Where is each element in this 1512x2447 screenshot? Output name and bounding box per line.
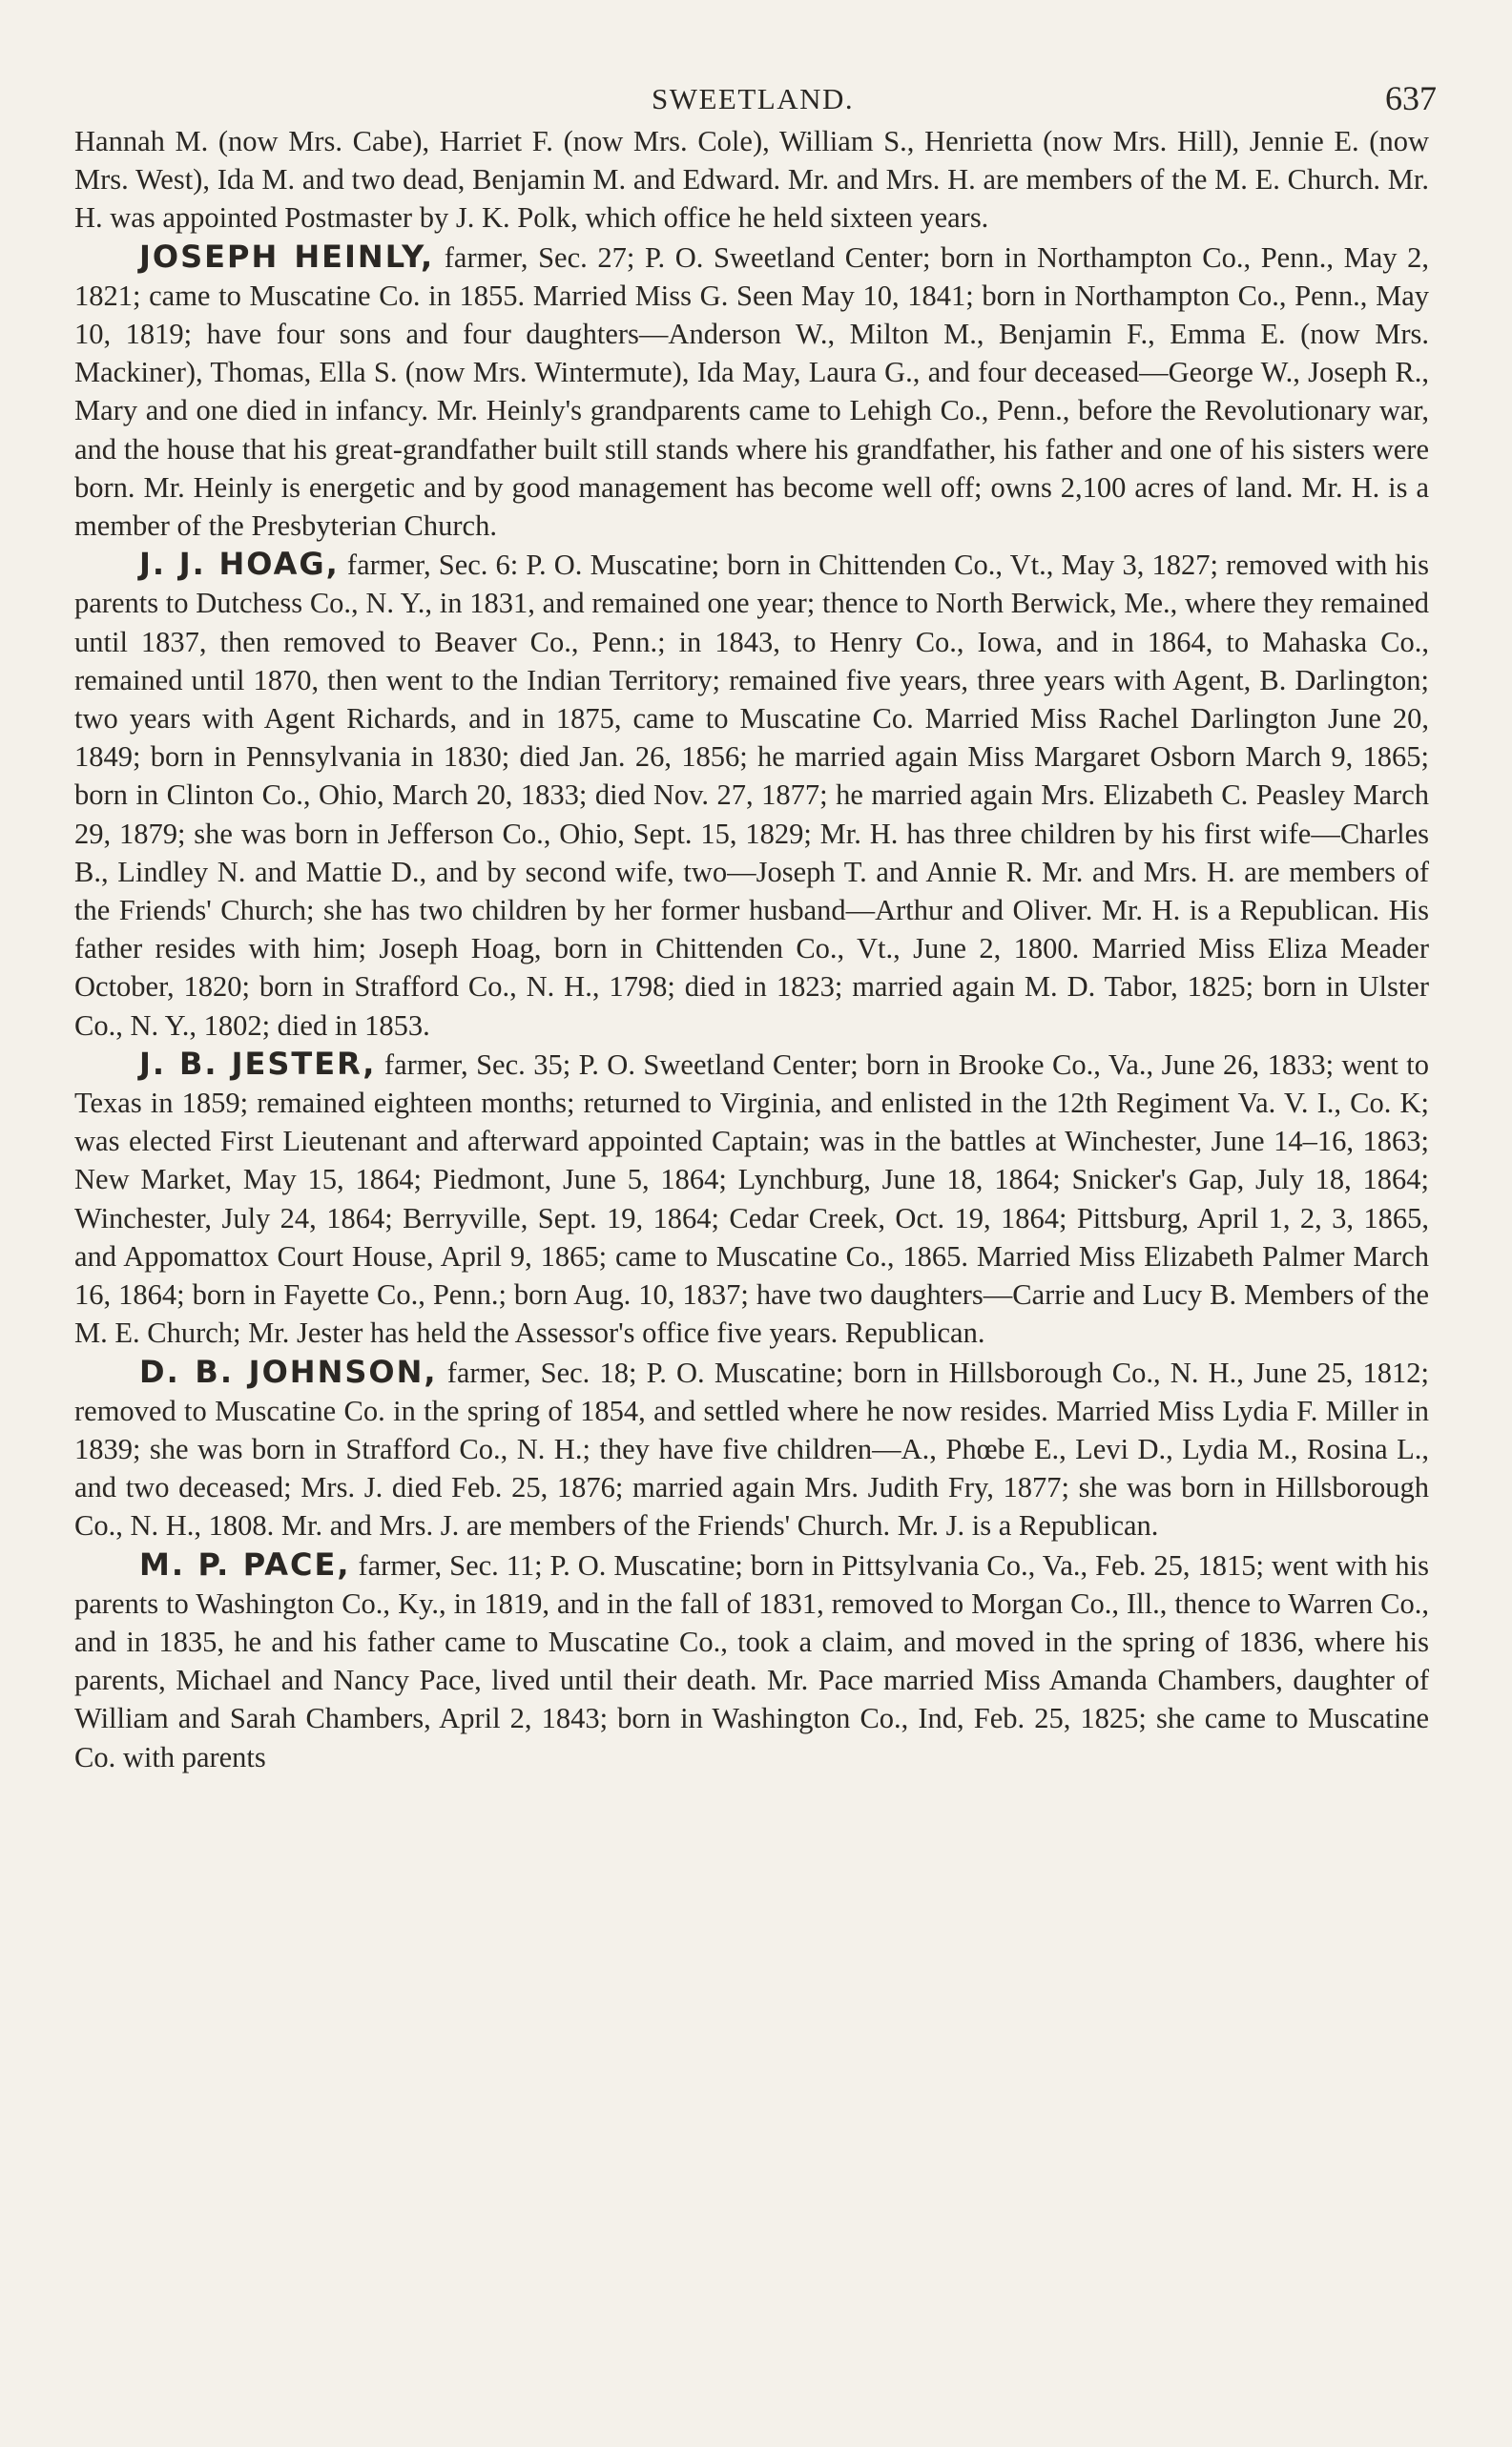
entry-name: J. J. HOAG, <box>139 546 340 583</box>
entry-text: farmer, Sec. 11; P. O. Muscatine; born in Pittsylvania Co., Va., Feb. 25, 1815; went with his parents to Washington Co., Ky., in 1819, and in the fall of 1831, removed to Morgan Co., Ill., thence to Warren Co., and in 1835, he and his father came to Muscatine Co., took a claim, and moved in the spring of 1836, where his parents, Michael and Nancy Pace, lived until their death. Mr. Pace married Miss Amanda Chambers, daughter of William and Sarah Chambers, April 2, 1843; born in Washington Co., Ind, Feb. 25, 1825; she came to Muscatine Co. with parents <box>74 1548 1430 1773</box>
entry-name: JOSEPH HEINLY, <box>139 238 435 275</box>
entry-text: farmer, Sec. 27; P. O. Sweetland Center; born in Northampton Co., Penn., May 2, 1821; came to Muscatine Co. in 1855. Married Miss G. Seen May 10, 1841; born in Northampton Co., Penn., May 10, 1819; have four sons and four daughters—Anderson W., Milton M., Benjamin F., Emma E. (now Mrs. Mackiner), Thomas, Ella S. (now Mrs. Wintermute), Ida May, Laura G., and four deceased—George W., Joseph R., Mary and one died in infancy. Mr. Heinly's grandparents came to Lehigh Co., Penn., before the Revolutionary war, and the house that his great-grandfather built still stands where his grandfather, his father and one of his sisters were born. Mr. Heinly is energetic and by good management has become well off; owns 2,100 acres of land. Mr. H. is a member of the Presbyterian Church. <box>74 240 1429 543</box>
page-number: 637 <box>1385 79 1437 117</box>
entry-name: D. B. JOHNSON, <box>139 1353 438 1390</box>
entry-text: farmer, Sec. 35; P. O. Sweetland Center; born in Brooke Co., Va., June 26, 1833; went to Texas in 1859; remained eighteen months; returned to Virginia, and enlisted in the 12th Regiment Va. V. I., Co. K; was elected First Lieutenant and afterward appointed Captain; was in the battles at Winchester, June 14–16, 1863; New Market, May 15, 1864; Piedmont, June 5, 1864; Lynchburg, June 18, 1864; Snicker's Gap, July 18, 1864; Winchester, July 24, 1864; Berryville, Sept. 19, 1864; Cedar Creek, Oct. 19, 1864; Pittsburg, April 1, 2, 3, 1865, and Appomattox Court House, April 9, 1865; came to Muscatine Co., 1865. Married Miss Elizabeth Palmer March 16, 1864; born in Fayette Co., Penn.; born Aug. 10, 1837; have two daughters—Carrie and Lucy B. Members of the M. E. Church; Mr. Jester has held the Assessor's office five years. Republican. <box>74 1047 1430 1350</box>
running-title: SWEETLAND. <box>652 82 855 115</box>
entry-name: J. B. JESTER, <box>139 1045 377 1082</box>
entry-text: Hannah M. (now Mrs. Cabe), Harriet F. (now Mrs. Cole), William S., Henrietta (now Mrs. Hill), Jennie E. (now Mrs. West), Ida M. and two dead, Benjamin M. and Edward. Mr. and Mrs. H. are members of the M. E. Church. Mr. H. was appointed Postmaster by J. K. Polk, which office he held sixteen years. <box>74 125 1429 235</box>
entry-continued <box>74 122 1429 238</box>
entry-m-p-pace <box>74 1545 1429 1776</box>
entry-d-b-johnson <box>74 1353 1429 1545</box>
entry-j-j-hoag <box>74 545 1429 1045</box>
entry-name: M. P. PACE, <box>139 1545 351 1583</box>
entry-joseph-heinly <box>74 238 1429 546</box>
running-header <box>74 78 1437 120</box>
book-page <box>74 78 1437 1776</box>
entry-text: farmer, Sec. 18; P. O. Muscatine; born in Hillsborough Co., N. H., June 25, 1812; removed to Muscatine Co. in the spring of 1854, and settled where he now resides. Married Miss Lydia F. Miller in 1839; she was born in Strafford Co., N. H.; they have five children—A., Phœbe E., Levi D., Lydia M., Rosina L., and two deceased; Mrs. J. died Feb. 25, 1876; married again Mrs. Judith Fry, 1877; she was born in Hillsborough Co., N. H., 1808. Mr. and Mrs. J. are members of the Friends' Church. Mr. J. is a Republican. <box>74 1356 1429 1543</box>
entry-text: farmer, Sec. 6: P. O. Muscatine; born in Chittenden Co., Vt., May 3, 1827; removed with his parents to Dutchess Co., N. Y., in 1831, and remained one year; thence to North Berwick, Me., where they remained until 1837, then removed to Beaver Co., Penn.; in 1843, to Henry Co., Iowa, and in 1864, to Mahaska Co., remained until 1870, then went to the Indian Territory; remained five years, three years with Agent, B. Darlington; two years with Agent Richards, and in 1875, came to Muscatine Co. Married Miss Rachel Darlington June 20, 1849; born in Pennsylvania in 1830; died Jan. 26, 1856; he married again Miss Margaret Osborn March 9, 1865; born in Clinton Co., Ohio, March 20, 1833; died Nov. 27, 1877; he married again Mrs. Elizabeth C. Peasley March 29, 1879; she was born in Jefferson Co., Ohio, Sept. 15, 1829; Mr. H. has three children by his first wife—Charles B., Lindley N. and Mattie D., and by second wife, two—Joseph T. and Annie R. Mr. and Mrs. H. are members of the Friends' Church; she has two children by her former husband—Arthur and Oliver. Mr. H. is a Republican. His father resides with him; Joseph Hoag, born in Chittenden Co., Vt., June 2, 1800. Married Miss Eliza Meader October, 1820; born in Strafford Co., N. H., 1798; died in 1823; married again M. D. Tabor, 1825; born in Ulster Co., N. Y., 1802; died in 1853. <box>74 549 1429 1042</box>
entry-j-b-jester <box>74 1045 1429 1353</box>
